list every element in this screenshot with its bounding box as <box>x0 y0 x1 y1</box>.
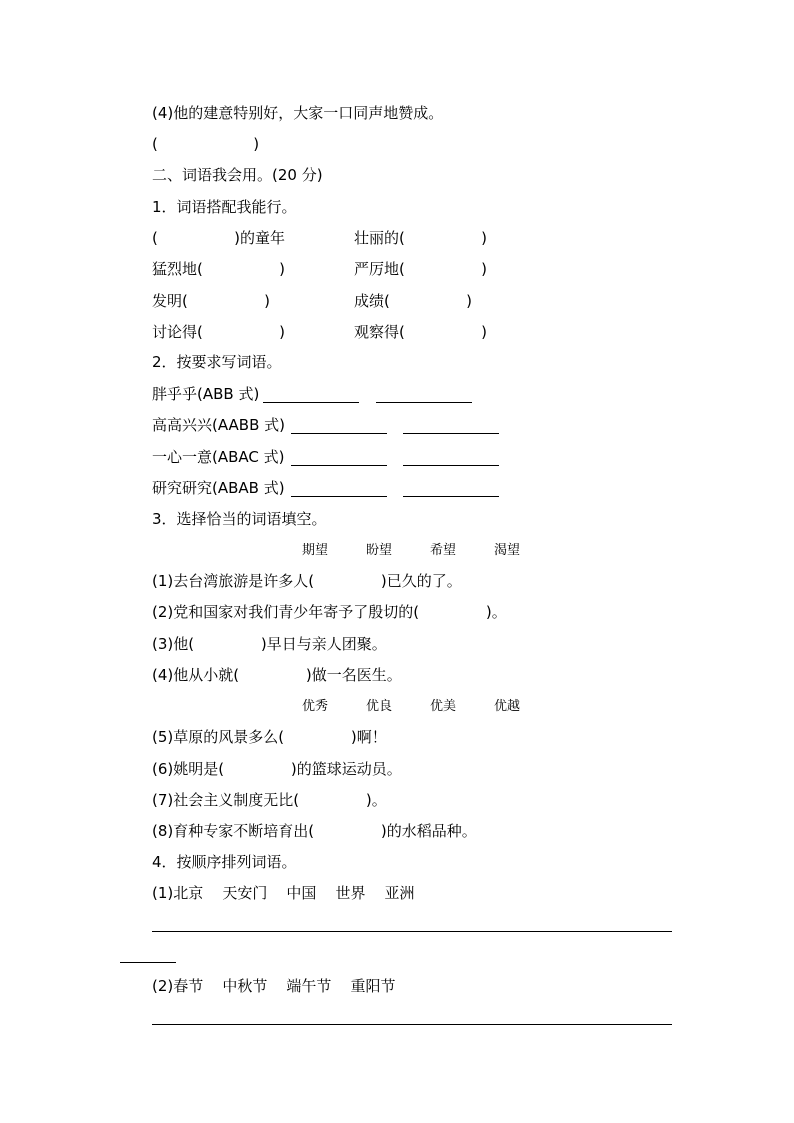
order-answer-line-1[interactable] <box>152 931 672 932</box>
word-option-6: 优良 <box>366 699 393 714</box>
pattern-abab: 研究研究(ABAB 式) <box>152 479 285 497</box>
pair-right-3[interactable]: 成绩( ) <box>354 292 472 310</box>
word-option-2: 盼望 <box>366 543 393 558</box>
word-option-3: 希望 <box>430 543 457 558</box>
word-option-7: 优美 <box>430 699 457 714</box>
sub1-title: 1．词语搭配我能行。 <box>152 198 297 216</box>
order-item-1: (1)北京 天安门 中国 世界 亚洲 <box>152 884 415 902</box>
word-option-5: 优秀 <box>302 699 329 714</box>
fill-item-1[interactable]: (1)去台湾旅游是许多人( )已久的了。 <box>152 572 462 590</box>
pair-right-2[interactable]: 严厉地( ) <box>354 260 487 278</box>
fill-item-4[interactable]: (4)他从小就( )做一名医生。 <box>152 666 402 684</box>
word-option-4: 渴望 <box>494 543 521 558</box>
q4-answer-blank[interactable]: ( ) <box>152 135 260 153</box>
pattern-abab-blank-2[interactable] <box>403 496 499 497</box>
fill-item-6[interactable]: (6)姚明是( )的篮球运动员。 <box>152 760 402 778</box>
fill-item-5[interactable]: (5)草原的风景多么( )啊！ <box>152 728 387 746</box>
pattern-abb-blank-1[interactable] <box>263 402 359 403</box>
pair-left-4[interactable]: 讨论得( ) <box>152 323 285 341</box>
word-option-1: 期望 <box>302 543 329 558</box>
order-item-2: (2)春节 中秋节 端午节 重阳节 <box>152 977 396 995</box>
order-answer-line-2[interactable] <box>152 1024 672 1025</box>
fill-item-7[interactable]: (7)社会主义制度无比( )。 <box>152 791 387 809</box>
pattern-aabb-blank-2[interactable] <box>403 433 499 434</box>
section2-title: 二、词语我会用。(20 分) <box>152 166 323 184</box>
sub4-title: 4．按顺序排列词语。 <box>152 853 297 871</box>
pair-left-3[interactable]: 发明( ) <box>152 292 270 310</box>
pattern-abab-blank-1[interactable] <box>291 496 387 497</box>
pattern-abac-blank-1[interactable] <box>291 465 387 466</box>
pattern-abb-blank-2[interactable] <box>376 402 472 403</box>
pattern-abac-blank-2[interactable] <box>403 465 499 466</box>
pattern-aabb-blank-1[interactable] <box>291 433 387 434</box>
pair-right-1[interactable]: 壮丽的( ) <box>354 229 487 247</box>
fill-item-8[interactable]: (8)育种专家不断培育出( )的水稻品种。 <box>152 822 477 840</box>
fill-item-2[interactable]: (2)党和国家对我们青少年寄予了殷切的( )。 <box>152 603 507 621</box>
sub2-title: 2．按要求写词语。 <box>152 353 282 371</box>
word-option-8: 优越 <box>494 699 521 714</box>
sub3-title: 3．选择恰当的词语填空。 <box>152 510 327 528</box>
pair-left-1[interactable]: ( )的童年 <box>152 229 285 247</box>
pair-left-2[interactable]: 猛烈地( ) <box>152 260 285 278</box>
pattern-aabb: 高高兴兴(AABB 式) <box>152 416 285 434</box>
pattern-abb: 胖乎乎(ABB 式) <box>152 385 260 403</box>
pair-right-4[interactable]: 观察得( ) <box>354 323 487 341</box>
q4-item: (4)他的建意特别好，大家一口同声地赞成。 <box>152 104 444 122</box>
fill-item-3[interactable]: (3)他( )早日与亲人团聚。 <box>152 635 387 653</box>
order-answer-line-1-continued[interactable] <box>120 962 176 963</box>
pattern-abac: 一心一意(ABAC 式) <box>152 448 285 466</box>
